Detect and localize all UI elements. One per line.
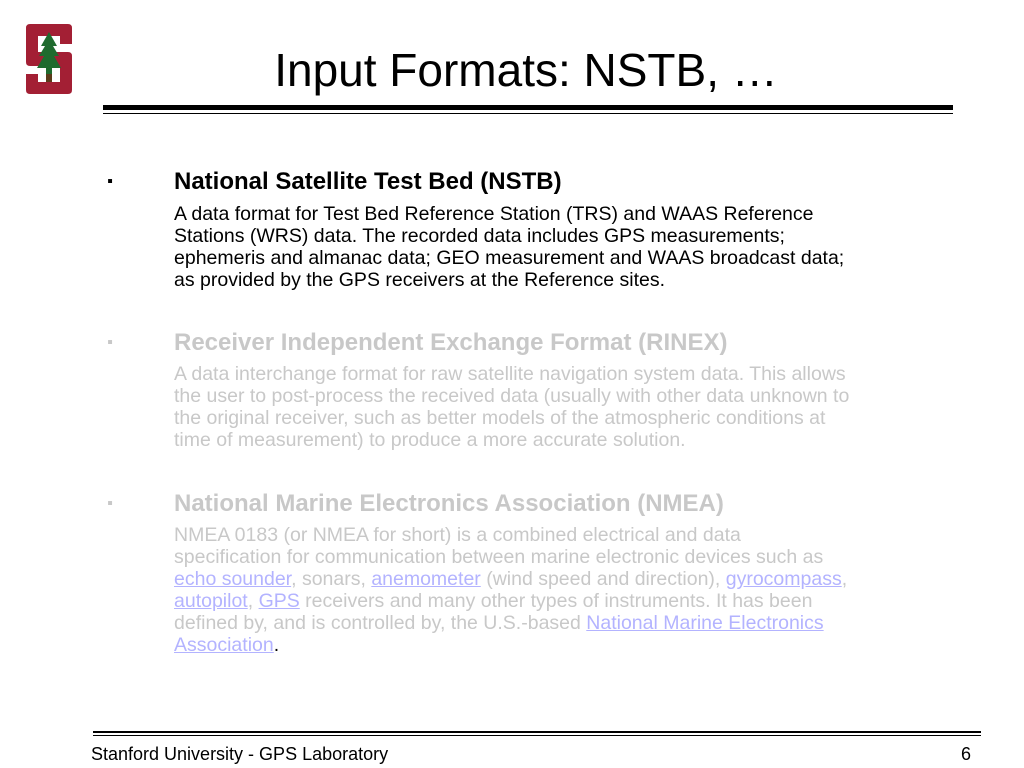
bullet-body: NMEA 0183 (or NMEA for short) is a combined electrical and data specification for communication between marine electronic devices such as echo sounder, sonars, anemometer (wind speed and direction), gyrocompass, autopilot, GPS receivers and many other types of instruments. It has been defined by, and is controlled by, the U.S.-based National Marine Electronics Association.: [174, 524, 848, 656]
link-echo-sounder[interactable]: echo sounder: [174, 568, 292, 590]
title-rule: [103, 105, 953, 110]
footer-label: Stanford University - GPS Laboratory: [91, 744, 389, 764]
bullet-body: A data format for Test Bed Reference Station (TRS) and WAAS Reference Stations (WRS) data. The recorded data includes GPS measurements; ephemeris and almanac data; GEO measurement and WAAS broadcast data; as provided by the GPS receivers at the Reference sites.: [174, 203, 845, 291]
footer-rule-thin: [93, 735, 981, 736]
footer-rule: [93, 731, 981, 733]
bullet-body: A data interchange format for raw satellite navigation system data. This allows the user to post-process the received data (usually with other data unknown to the original receiver, such as better models of the atmospheric conditions at time of measurement) to produce a more accurate solution.: [174, 363, 850, 451]
link-gyrocompass[interactable]: gyrocompass: [725, 568, 842, 590]
bullet-square-icon: ▪: [107, 334, 113, 351]
bullet-square-icon: ▪: [107, 173, 113, 190]
bullet-square-icon: ▪: [107, 495, 113, 512]
link-gps[interactable]: GPS: [258, 590, 300, 612]
bullet-heading: National Marine Electronics Association (NMEA): [174, 490, 724, 517]
title-rule-thin: [103, 113, 953, 114]
bullet-heading: National Satellite Test Bed (NSTB): [174, 168, 562, 195]
page-number: 6: [960, 744, 971, 764]
slide-title: Input Formats: NSTB, …: [274, 44, 778, 96]
link-autopilot[interactable]: autopilot: [174, 590, 248, 612]
link-anemometer[interactable]: anemometer: [371, 568, 481, 590]
bullet-heading: Receiver Independent Exchange Format (RINEX): [174, 329, 728, 356]
link-nmea-association[interactable]: Association: [174, 634, 274, 656]
stanford-logo-icon: [24, 22, 74, 96]
link-nmea[interactable]: National Marine Electronics: [586, 612, 824, 634]
